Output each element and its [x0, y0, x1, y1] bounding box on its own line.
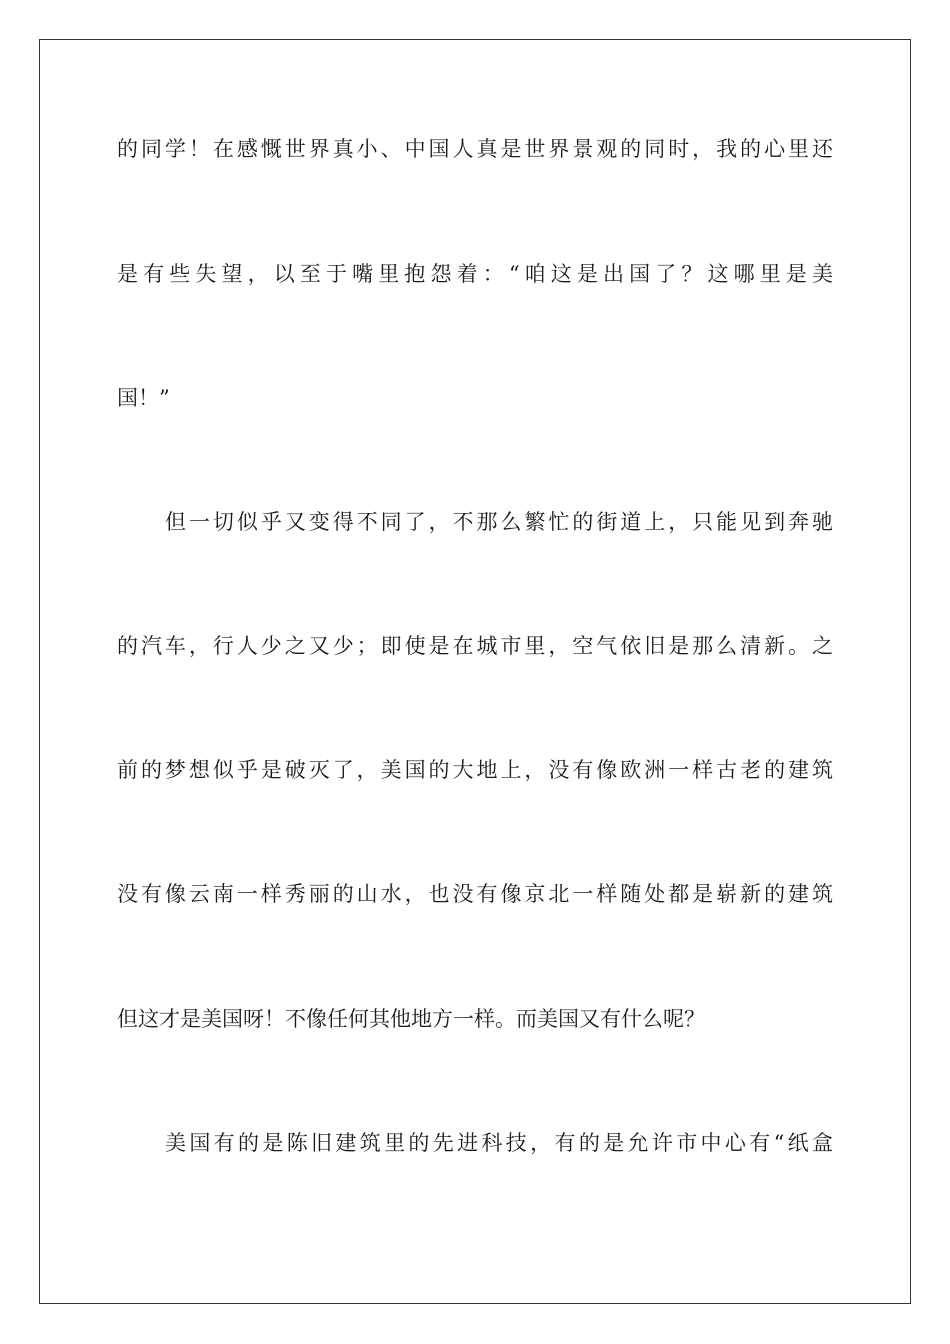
text-line-1: 的同学！在感慨世界真小、中国人真是世界景观的同时，我的心里还: [117, 137, 833, 161]
text-line-4: 但一切似乎又变得不同了，不那么繁忙的街道上，只能见到奔驰: [165, 510, 833, 534]
text-line-3: 国！”: [117, 386, 170, 410]
text-line-7: 没有像云南一样秀丽的山水，也没有像京北一样随处都是崭新的建筑: [117, 882, 833, 906]
text-line-8: 但这才是美国呀！不像任何其他地方一样。而美国又有什么呢？: [117, 1007, 705, 1031]
text-line-6: 前的梦想似乎是破灭了，美国的大地上，没有像欧洲一样古老的建筑: [117, 758, 833, 782]
page-border: [39, 39, 911, 1304]
text-line-5: 的汽车，行人少之又少；即使是在城市里，空气依旧是那么清新。之: [117, 634, 833, 658]
text-line-9: 美国有的是陈旧建筑里的先进科技，有的是允许市中心有“纸盒: [165, 1131, 833, 1155]
text-line-2: 是有些失望，以至于嘴里抱怨着：“咱这是出国了？这哪里是美: [117, 262, 833, 286]
